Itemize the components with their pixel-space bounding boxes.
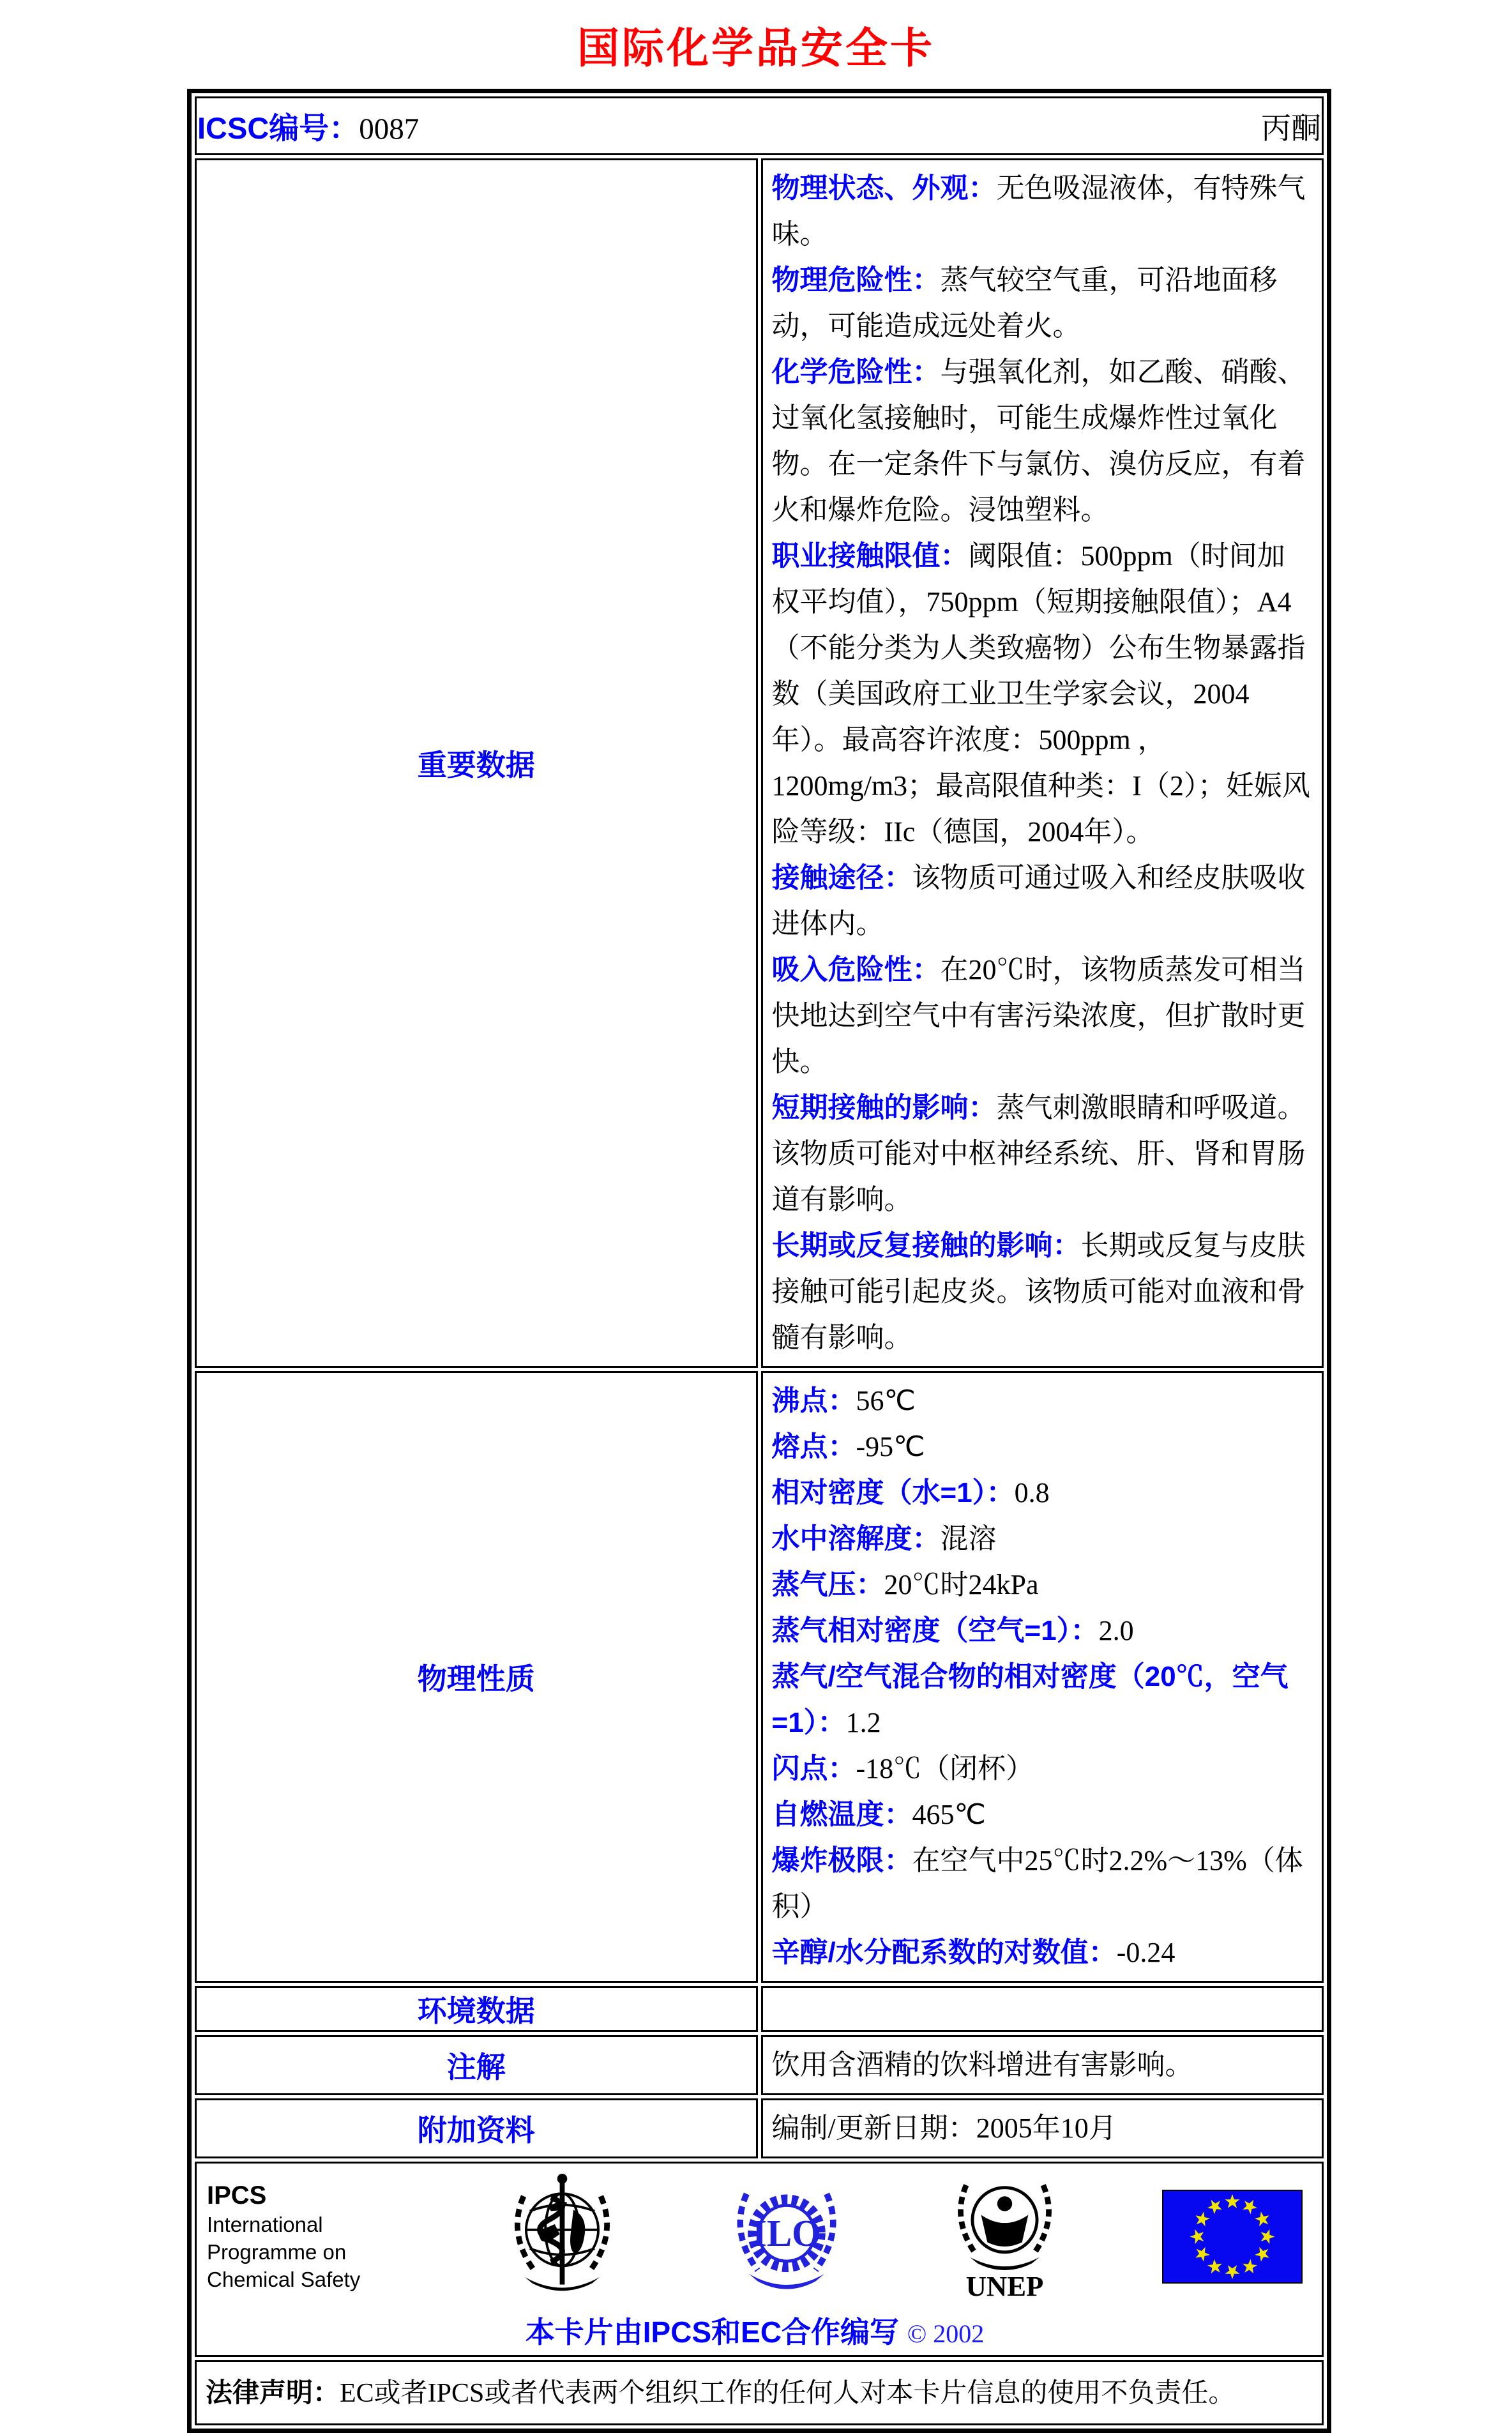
item-label: 物理危险性： <box>771 264 941 296</box>
physical-properties-content <box>761 1371 1324 1983</box>
icsc-card-table <box>187 89 1331 2433</box>
item-label: 自燃温度： <box>771 1799 912 1830</box>
legal-label: 法律声明： <box>206 2377 340 2407</box>
item-label: 蒸气相对密度（空气=1）： <box>771 1615 1099 1646</box>
cooperation-caption <box>207 2309 1303 2351</box>
important-data-item <box>772 855 1313 947</box>
item-label: 爆炸极限： <box>771 1845 912 1876</box>
item-label: 蒸气压： <box>771 1569 884 1600</box>
physical-properties-row-label: 物理性质 <box>195 1371 758 1983</box>
item-text: 蒸气刺激眼睛和呼吸道。该物质可能对中枢神经系统、肝、肾和胃肠道有影响。 <box>771 1092 1306 1215</box>
who-logo-icon <box>500 2172 624 2300</box>
ipcs-line1: International <box>207 2212 323 2236</box>
item-text: -18℃（闭杯） <box>856 1753 1034 1784</box>
svg-text:UNEP: UNEP <box>965 2270 1044 2302</box>
ilo-logo-icon <box>726 2176 847 2297</box>
important-data-item <box>772 533 1313 855</box>
physical-property-item <box>772 1838 1313 1930</box>
item-label: 长期或反复接触的影响： <box>771 1230 1081 1261</box>
notes-row <box>195 2035 1324 2095</box>
item-text: -95℃ <box>856 1431 925 1462</box>
item-label: 接触途径： <box>771 862 912 893</box>
legal-cell <box>195 2360 1324 2425</box>
item-label: 短期接触的影响： <box>771 1092 997 1123</box>
physical-property-item <box>772 1424 1313 1470</box>
logos-row <box>195 2162 1324 2357</box>
item-label: 辛醇/水分配系数的对数值： <box>771 1937 1117 1968</box>
item-label: 熔点： <box>771 1431 856 1462</box>
physical-property-item <box>772 1378 1313 1424</box>
item-label: 沸点： <box>771 1385 856 1416</box>
item-text: 56℃ <box>856 1385 916 1416</box>
physical-property-item <box>772 1792 1313 1838</box>
physical-property-item <box>772 1562 1313 1608</box>
important-data-item <box>772 1223 1313 1361</box>
item-label: 水中溶解度： <box>771 1523 941 1554</box>
item-text: 混溶 <box>940 1523 997 1554</box>
ipcs-acronym: IPCS <box>207 2181 267 2209</box>
environmental-data-content <box>761 1986 1324 2032</box>
unep-logo-icon <box>949 2171 1061 2302</box>
ipcs-line2: Programme on <box>207 2240 347 2264</box>
important-data-row <box>195 158 1324 1368</box>
physical-property-item <box>772 1654 1313 1746</box>
eu-flag-icon <box>1162 2190 1303 2284</box>
notes-row-label: 注解 <box>195 2035 758 2095</box>
physical-property-item <box>772 1930 1313 1976</box>
environmental-data-row <box>195 1986 1324 2032</box>
physical-property-item <box>772 1470 1313 1516</box>
item-label: 蒸气/空气混合物的相对密度（20℃，空气=1）： <box>771 1661 1289 1738</box>
item-text: 0.8 <box>1014 1477 1050 1508</box>
icsc-number-group <box>197 105 419 148</box>
important-data-item <box>772 165 1313 257</box>
important-data-item <box>772 349 1313 533</box>
item-label: 闪点： <box>771 1753 856 1784</box>
item-label: 相对密度（水=1）： <box>771 1477 1015 1508</box>
item-text: 在20℃时，该物质蒸发可相当快地达到空气中有害污染浓度，但扩散时更快。 <box>771 954 1306 1077</box>
item-text: 在空气中25℃时2.2%～13%（体积） <box>771 1845 1303 1922</box>
item-text: 蒸气较空气重，可沿地面移动，可能造成远处着火。 <box>771 264 1278 342</box>
item-text: 2.0 <box>1098 1615 1134 1646</box>
item-text: 该物质可通过吸入和经皮肤吸收进体内。 <box>771 862 1306 939</box>
important-data-content <box>761 158 1324 1368</box>
item-text: 长期或反复与皮肤接触可能引起皮炎。该物质可能对血液和骨髓有影响。 <box>771 1230 1306 1353</box>
additional-info-content: 编制/更新日期：2005年10月 <box>761 2098 1324 2158</box>
icsc-number-label: ICSC编号： <box>197 110 359 145</box>
notes-content: 饮用含酒精的饮料增进有害影响。 <box>761 2035 1324 2095</box>
item-text: 1.2 <box>845 1707 881 1738</box>
important-data-item <box>772 1085 1313 1223</box>
svg-text:ILO: ILO <box>752 2213 822 2255</box>
item-label: 职业接触限值： <box>771 540 969 572</box>
physical-property-item <box>772 1608 1313 1654</box>
item-text: 与强氧化剂，如乙酸、硝酸、过氧化氢接触时，可能生成爆炸性过氧化物。在一定条件下与氯仿、溴仿反应，有着火和爆炸危险。浸蚀塑料。 <box>771 356 1306 526</box>
item-text: 无色吸湿液体，有特殊气味。 <box>771 172 1306 250</box>
icsc-number-value: 0087 <box>359 112 420 146</box>
physical-property-item <box>772 1746 1313 1792</box>
item-text: 阈限值：500ppm（时间加权平均值），750ppm（短期接触限值）；A4（不能分类为人类致癌物）公布生物暴露指数（美国政府工业卫生学家会议，2004年）。最高容许浓度：500ppm ，1200mg/m3；最高限值种类：I（2）；妊娠风险等级：IIc（德国，2004年）。 <box>771 540 1310 847</box>
environmental-data-row-label: 环境数据 <box>195 1986 758 2032</box>
header-row <box>195 96 1324 155</box>
caption-copyright: © 2002 <box>907 2319 985 2348</box>
item-text: -0.24 <box>1116 1937 1176 1968</box>
item-label: 物理状态、外观： <box>771 172 997 204</box>
logos-cell <box>195 2162 1324 2357</box>
chemical-name: 丙酮 <box>1261 112 1321 146</box>
item-text: 20℃时24kPa <box>884 1569 1039 1600</box>
item-text: 465℃ <box>912 1799 986 1830</box>
legal-text: EC或者IPCS或者代表两个组织工作的任何人对本卡片信息的使用不负责任。 <box>340 2378 1236 2408</box>
legal-row <box>195 2360 1324 2425</box>
additional-info-row-label: 附加资料 <box>195 2098 758 2158</box>
physical-property-item <box>772 1516 1313 1562</box>
item-label: 化学危险性： <box>771 356 941 388</box>
ipcs-text-block <box>207 2180 398 2293</box>
important-data-row-label: 重要数据 <box>195 158 758 1368</box>
caption-text: 本卡片由IPCS和EC合作编写 <box>525 2316 900 2349</box>
page-title: 国际化学品安全卡 <box>577 26 935 72</box>
important-data-item <box>772 257 1313 349</box>
important-data-item <box>772 947 1313 1085</box>
item-label: 吸入危险性： <box>771 954 941 985</box>
additional-info-row <box>195 2098 1324 2158</box>
physical-properties-row <box>195 1371 1324 1983</box>
ipcs-line3: Chemical Safety <box>207 2267 361 2291</box>
header-cell <box>195 96 1324 155</box>
